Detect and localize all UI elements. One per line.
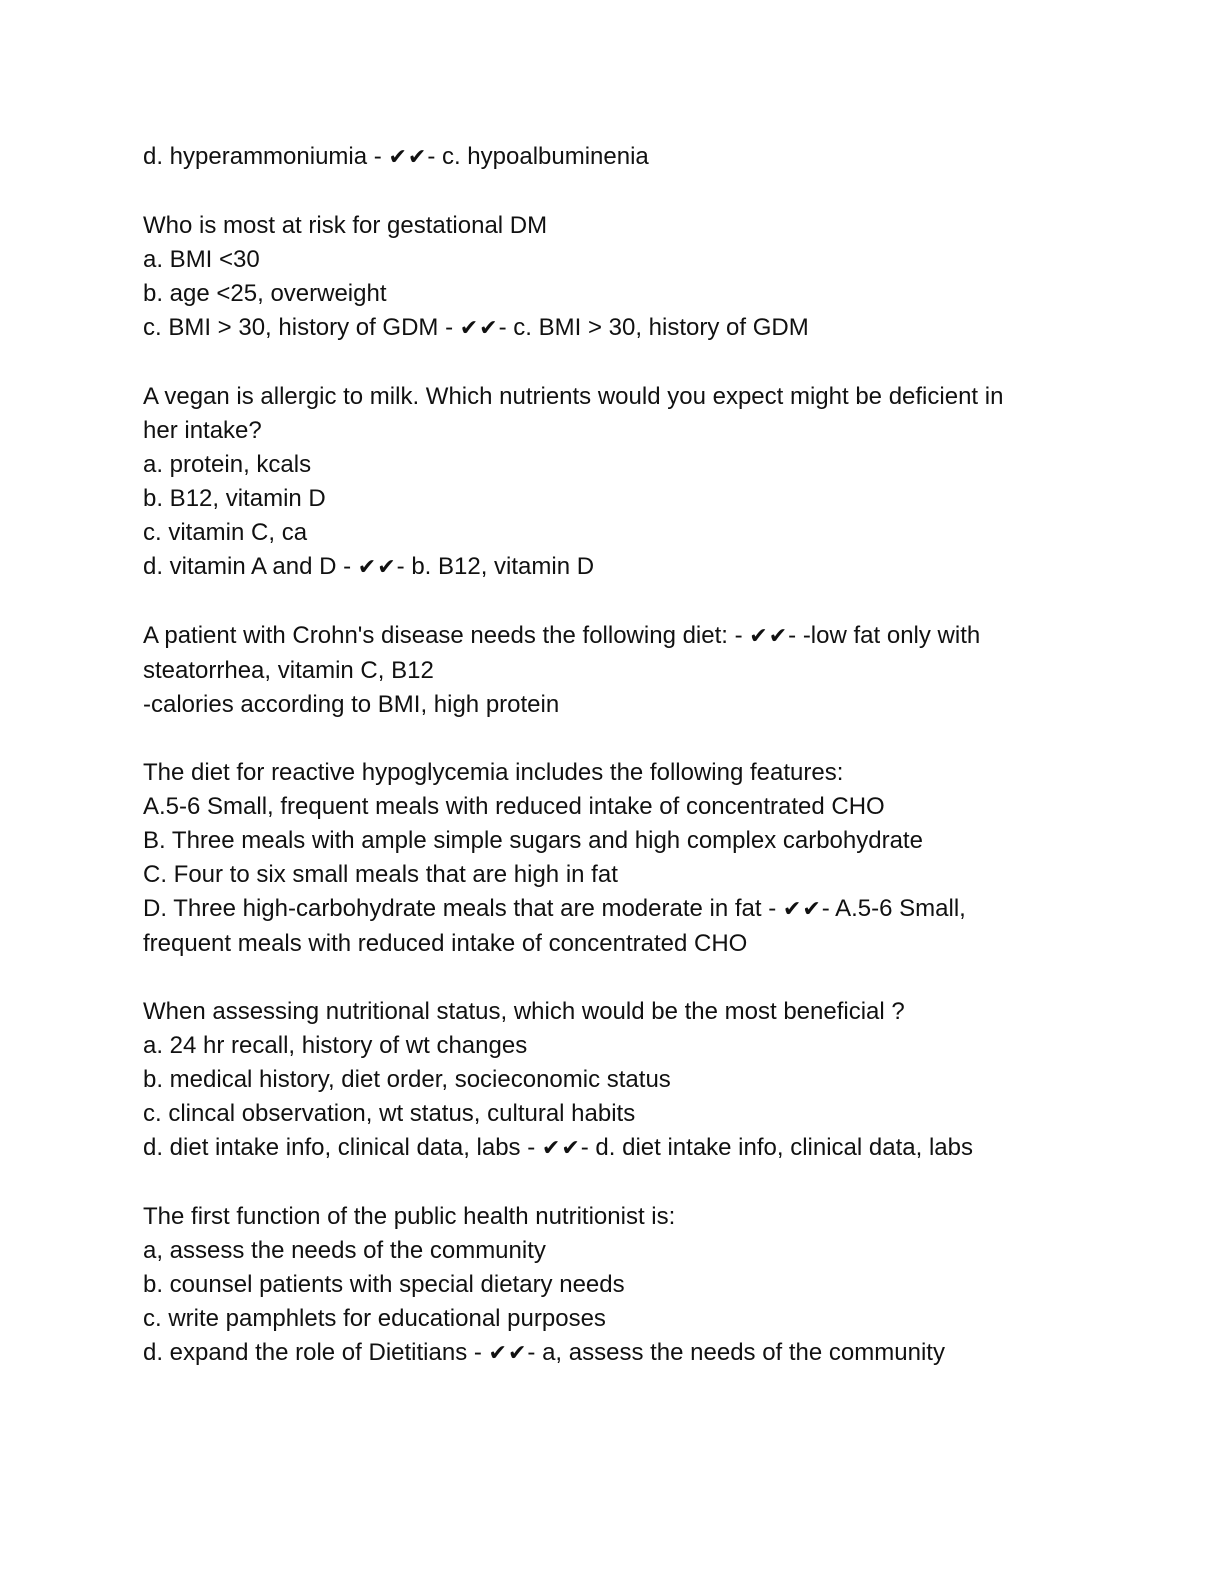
line-text: B. Three meals with ample simple sugars and high complex carbohydrate xyxy=(143,827,923,854)
text-line xyxy=(143,824,1103,858)
line-text: Who is most at risk for gestational DM xyxy=(143,212,548,239)
text-line xyxy=(143,688,1103,722)
line-text: b. medical history, diet order, socieconomic status xyxy=(143,1066,671,1093)
question-block xyxy=(143,380,1103,585)
line-text: her intake? xyxy=(143,417,262,444)
text-line xyxy=(143,550,1103,585)
question-block xyxy=(143,756,1103,961)
text-line xyxy=(143,1063,1103,1097)
text-line xyxy=(143,654,1103,688)
text-line xyxy=(143,209,1103,243)
question-block xyxy=(143,1200,1103,1371)
line-text: b. counsel patients with special dietary needs xyxy=(143,1271,625,1298)
line-text: A vegan is allergic to milk. Which nutrients would you expect might be deficient in xyxy=(143,383,1004,410)
question-block xyxy=(143,995,1103,1166)
text-line xyxy=(143,858,1103,892)
line-text: When assessing nutritional status, which would be the most beneficial ? xyxy=(143,998,905,1025)
answer-text: - -low fat only with xyxy=(788,622,981,649)
checkmark-icon: ✔✔ xyxy=(459,316,499,341)
text-line xyxy=(143,414,1103,448)
answer-text: - A.5-6 Small, xyxy=(821,895,966,922)
answer-text: - b. B12, vitamin D xyxy=(396,553,595,580)
answer-text: - c. BMI > 30, history of GDM xyxy=(498,314,809,341)
line-text: frequent meals with reduced intake of concentrated CHO xyxy=(143,930,748,957)
line-text: -calories according to BMI, high protein xyxy=(143,691,560,718)
line-text: The diet for reactive hypoglycemia includes the following features: xyxy=(143,759,844,786)
text-line xyxy=(143,1302,1103,1336)
text-line xyxy=(143,1029,1103,1063)
question-block xyxy=(143,209,1103,346)
line-text: d. diet intake info, clinical data, labs - xyxy=(143,1134,542,1161)
line-text: c. clincal observation, wt status, cultural habits xyxy=(143,1100,636,1127)
line-text: a. 24 hr recall, history of wt changes xyxy=(143,1032,528,1059)
line-text: D. Three high-carbohydrate meals that are moderate in fat - xyxy=(143,895,783,922)
line-text: a, assess the needs of the community xyxy=(143,1237,546,1264)
line-text: steatorrhea, vitamin C, B12 xyxy=(143,657,434,684)
line-text: a. protein, kcals xyxy=(143,451,312,478)
line-text: c. BMI > 30, history of GDM - xyxy=(143,314,460,341)
text-line xyxy=(143,892,1103,927)
document-page xyxy=(143,140,1103,1405)
line-text: d. vitamin A and D - xyxy=(143,553,358,580)
question-block xyxy=(143,140,1103,175)
line-text: a. BMI <30 xyxy=(143,246,260,273)
text-line xyxy=(143,756,1103,790)
line-text: d. expand the role of Dietitians - xyxy=(143,1339,489,1366)
text-line xyxy=(143,1097,1103,1131)
line-text: c. write pamphlets for educational purposes xyxy=(143,1305,606,1332)
answer-text: - c. hypoalbuminenia xyxy=(427,143,649,170)
line-text: d. hyperammoniumia - xyxy=(143,143,389,170)
checkmark-icon: ✔✔ xyxy=(488,1341,528,1366)
text-line xyxy=(143,277,1103,311)
checkmark-icon: ✔✔ xyxy=(357,555,397,580)
line-text: b. age <25, overweight xyxy=(143,280,387,307)
text-line xyxy=(143,243,1103,277)
text-line xyxy=(143,482,1103,516)
text-line xyxy=(143,140,1103,175)
text-line xyxy=(143,311,1103,346)
line-text: A.5-6 Small, frequent meals with reduced intake of concentrated CHO xyxy=(143,793,885,820)
line-text: b. B12, vitamin D xyxy=(143,485,326,512)
text-line xyxy=(143,1336,1103,1371)
text-line xyxy=(143,1200,1103,1234)
text-line xyxy=(143,927,1103,961)
checkmark-icon: ✔✔ xyxy=(782,897,822,922)
text-line xyxy=(143,380,1103,414)
text-line xyxy=(143,1268,1103,1302)
line-text: The first function of the public health nutritionist is: xyxy=(143,1203,676,1230)
answer-text: - a, assess the needs of the community xyxy=(527,1339,945,1366)
line-text: A patient with Crohn's disease needs the following diet: - xyxy=(143,622,750,649)
text-line xyxy=(143,516,1103,550)
checkmark-icon: ✔✔ xyxy=(541,1136,581,1161)
text-line xyxy=(143,619,1103,654)
line-text: c. vitamin C, ca xyxy=(143,519,308,546)
text-line xyxy=(143,995,1103,1029)
question-block xyxy=(143,619,1103,722)
text-line xyxy=(143,1234,1103,1268)
text-line xyxy=(143,790,1103,824)
checkmark-icon: ✔✔ xyxy=(388,145,428,170)
checkmark-icon: ✔✔ xyxy=(749,624,789,649)
line-text: C. Four to six small meals that are high in fat xyxy=(143,861,618,888)
text-line xyxy=(143,448,1103,482)
text-line xyxy=(143,1131,1103,1166)
answer-text: - d. diet intake info, clinical data, labs xyxy=(580,1134,973,1161)
